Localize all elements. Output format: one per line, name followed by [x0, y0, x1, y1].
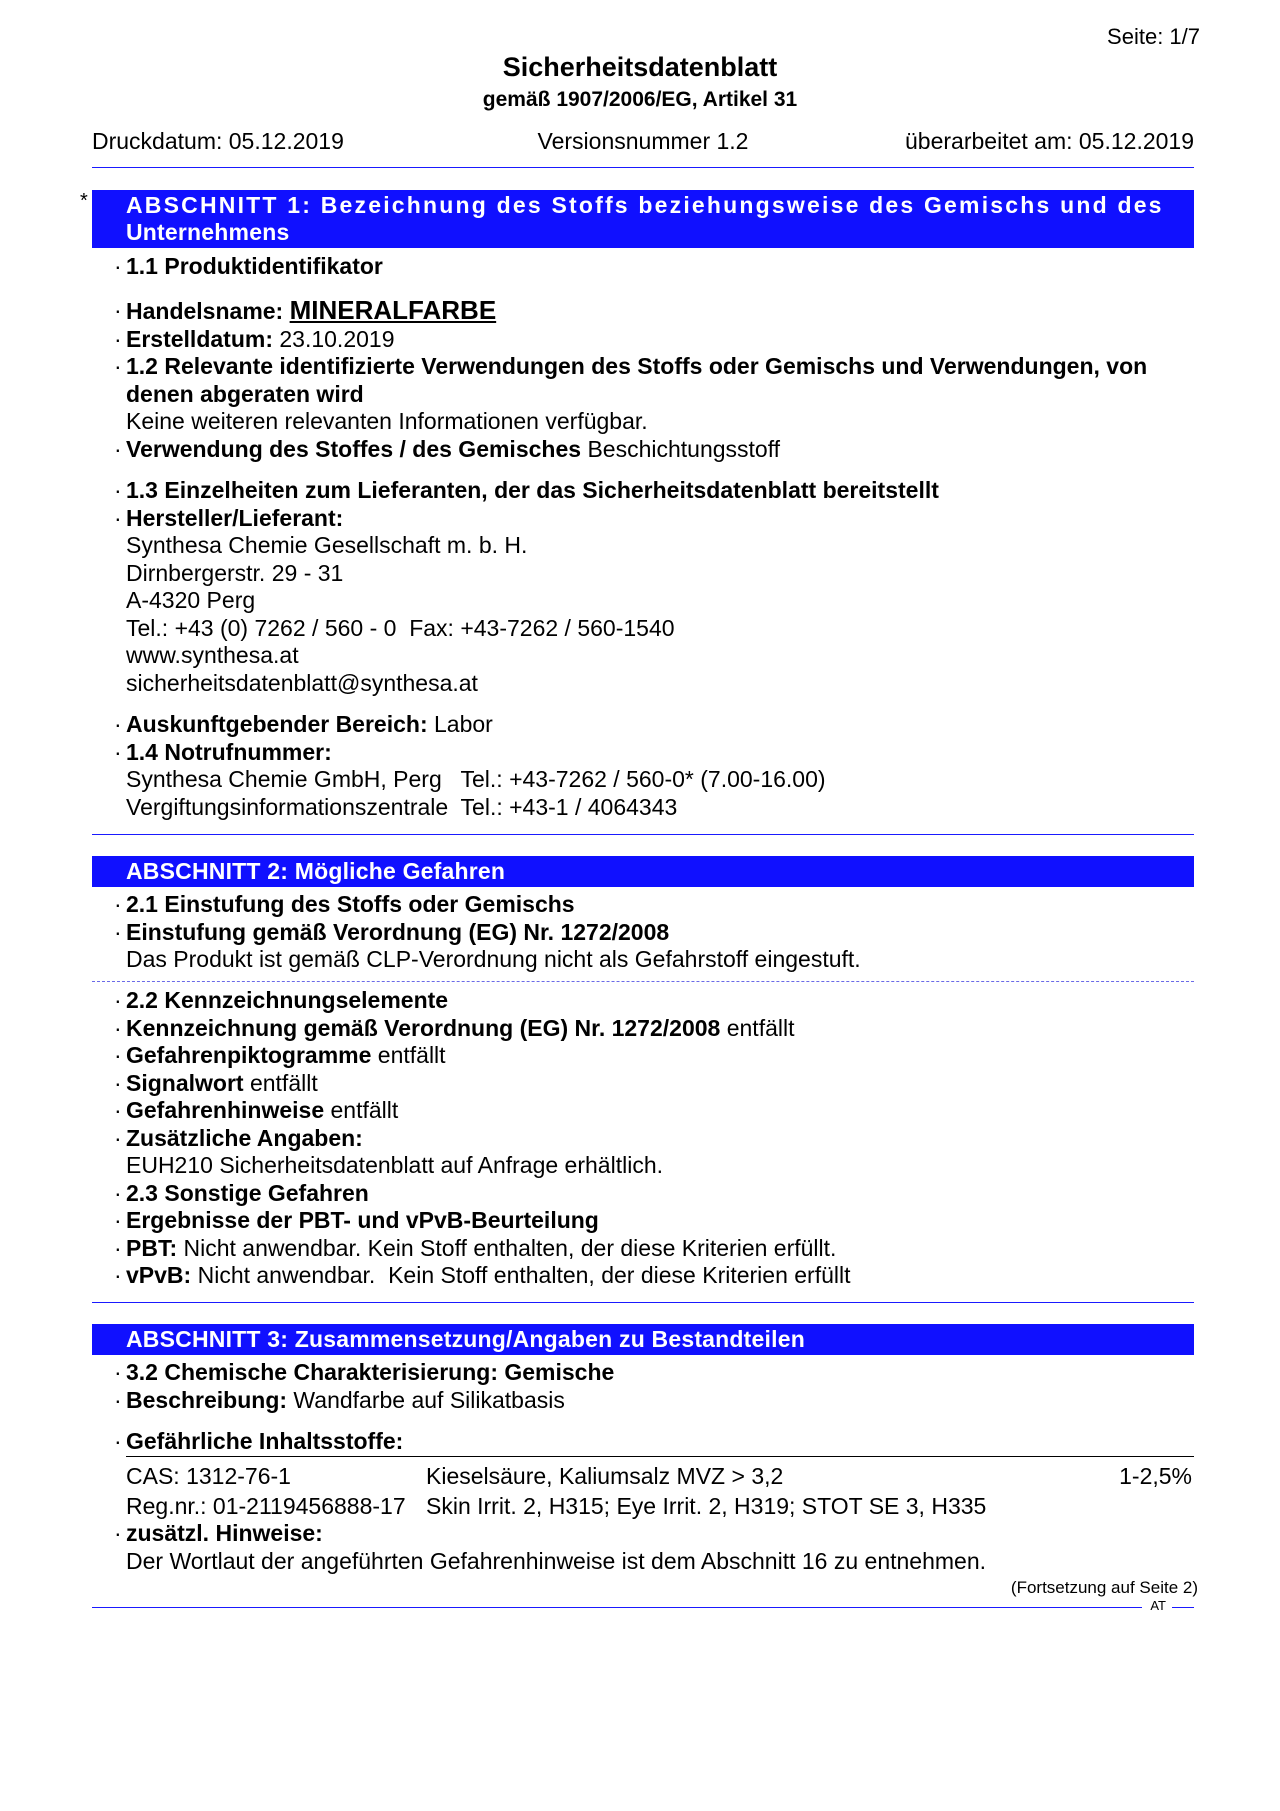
manufacturer-label: Hersteller/Lieferant:	[126, 504, 344, 531]
section-1-heading-line1: ABSCHNITT 1: Bezeichnung des Stoffs beziehungsweise des Gemischs und des	[126, 192, 1164, 218]
footer-rule-right	[1172, 1607, 1194, 1608]
list-item: · Gefährliche Inhaltsstoffe:	[114, 1428, 404, 1454]
section-2-divider	[92, 1302, 1194, 1303]
section-3-heading: ABSCHNITT 3: Zusammensetzung/Angaben zu Bestandteilen	[92, 1324, 1194, 1355]
list-item: · Auskunftgebender Bereich: Labor	[114, 711, 493, 737]
list-item: · Signalwort entfällt	[114, 1069, 318, 1096]
creation-date-value: 23.10.2019	[279, 325, 395, 352]
pbt-assessment-title: Ergebnisse der PBT- und vPvB-Beurteilung	[126, 1207, 599, 1233]
document-subtitle: gemäß 1907/2006/EG, Artikel 31	[482, 88, 798, 111]
section-3-body	[114, 1359, 1197, 1456]
section-1-body	[114, 253, 1197, 821]
vpvb-value: Nicht anwendbar. Kein Stoff enthalten, der diese Kriterien erfüllt	[197, 1262, 851, 1288]
header-divider	[92, 167, 1194, 168]
section-2-dashed-divider	[92, 981, 1194, 982]
list-item: · 1.4 Notrufnummer:	[114, 738, 332, 765]
hazardous-ingredients-title: Gefährliche Inhaltsstoffe:	[126, 1428, 404, 1454]
print-date: Druckdatum: 05.12.2019	[92, 128, 344, 154]
signal-word-value: entfällt	[249, 1069, 318, 1096]
table-row	[126, 1461, 1194, 1491]
ingredient-cas: CAS: 1312-76-1	[126, 1463, 291, 1489]
info-area-value: Labor	[434, 711, 493, 737]
ingredient-hazards: Skin Irrit. 2, H315; Eye Irrit. 2, H319; STOT SE 3, H335	[426, 1493, 987, 1519]
list-item: · PBT: Nicht anwendbar. Kein Stoff enthalten, der diese Kriterien erfüllt.	[114, 1234, 837, 1261]
pbt-value: Nicht anwendbar. Kein Stoff enthalten, der diese Kriterien erfüllt.	[183, 1234, 837, 1261]
list-item: · 1.3 Einzelheiten zum Lieferanten, der das Sicherheitsdatenblatt bereitstellt	[114, 477, 939, 503]
list-item: · Einstufung gemäß Verordnung (EG) Nr. 1272/2008	[114, 918, 670, 945]
list-item: · Handelsname: MINERALFARBE	[114, 294, 497, 325]
label-elements-title: 2.2 Kennzeichnungselemente	[126, 987, 449, 1013]
ingredient-percent: 1-2,5%	[1119, 1463, 1192, 1489]
section-1-divider	[92, 834, 1194, 835]
additional-notes-label: zusätzl. Hinweise:	[126, 1520, 323, 1546]
section-1-heading-line2: Unternehmens	[126, 219, 290, 245]
section-2-heading: ABSCHNITT 2: Mögliche Gefahren	[92, 856, 1194, 887]
vpvb-label: vPvB:	[126, 1262, 192, 1288]
list-item: · 3.2 Chemische Charakterisierung: Gemische	[114, 1359, 615, 1385]
hazard-statements-label: Gefahrenhinweise	[126, 1097, 325, 1123]
labelling-regulation-value: entfällt	[726, 1014, 795, 1041]
list-item: · 2.1 Einstufung des Stoffs oder Gemischs	[114, 891, 575, 917]
trade-name-label: Handelsname:	[126, 297, 284, 324]
email-link[interactable]: sicherheitsdatenblatt@synthesa.at	[126, 669, 478, 696]
section-3-notes	[114, 1520, 1197, 1575]
other-hazards-title: 2.3 Sonstige Gefahren	[126, 1179, 369, 1206]
revision-star: *	[80, 190, 88, 212]
ingredients-top-rule	[126, 1456, 1194, 1457]
additional-notes-text: Der Wortlaut der angeführten Gefahrenhinweise ist dem Abschnitt 16 zu entnehmen.	[126, 1547, 987, 1574]
pictograms-label: Gefahrenpiktogramme	[126, 1042, 372, 1068]
classification-title: 2.1 Einstufung des Stoffs oder Gemischs	[126, 891, 575, 917]
trade-name-value: MINERALFARBE	[289, 294, 497, 325]
additional-info-label: Zusätzliche Angaben:	[126, 1124, 363, 1151]
pbt-label: PBT:	[126, 1234, 178, 1261]
emergency-line: Vergiftungsinformationszentrale Tel.: +43-1 / 4064343	[126, 793, 678, 820]
list-item: · Verwendung des Stoffes / des Gemisches Beschichtungsstoff	[114, 435, 781, 462]
list-item: · Gefahrenhinweise entfällt	[114, 1097, 399, 1123]
list-item: · Hersteller/Lieferant:	[114, 504, 344, 531]
creation-date-label: Erstelldatum:	[126, 325, 273, 352]
section-2-body-b	[114, 987, 1197, 1290]
info-area-label: Auskunftgebender Bereich:	[126, 711, 428, 737]
list-item: · 1.2 Relevante identifizierte Verwendungen des Stoffs oder Gemischs und Verwendungen, von denen abgeraten wird	[114, 353, 1148, 407]
address-line: Dirnbergerstr. 29 - 31	[126, 559, 344, 586]
page-number: Seite: 1/7	[1107, 24, 1200, 49]
document-title: Sicherheitsdatenblatt	[502, 52, 778, 82]
classification-text: Das Produkt ist gemäß CLP-Verordnung nicht als Gefahrstoff eingestuft.	[126, 946, 861, 972]
list-item: · Beschreibung: Wandfarbe auf Silikatbasis	[114, 1386, 565, 1413]
address-line: Tel.: +43 (0) 7262 / 560 - 0 Fax: +43-7262 / 560-1540	[126, 614, 675, 641]
section-2-body-a	[114, 891, 1197, 974]
ingredient-name: Kieselsäure, Kaliumsalz MVZ > 3,2	[426, 1463, 784, 1489]
list-item: · Gefahrenpiktogramme entfällt	[114, 1042, 446, 1068]
uses-title: 1.2 Relevante identifizierte Verwendungen des Stoffs oder Gemischs und Verwendungen, von denen abgeraten wird	[126, 353, 1148, 407]
ingredients-table	[126, 1461, 1194, 1521]
revision-date: überarbeitet am: 05.12.2019	[905, 128, 1194, 154]
table-row	[126, 1491, 1194, 1521]
description-label: Beschreibung:	[126, 1386, 288, 1413]
signal-word-label: Signalwort	[126, 1069, 244, 1096]
emergency-number-label: 1.4 Notrufnummer:	[126, 738, 332, 765]
classification-regulation: Einstufung gemäß Verordnung (EG) Nr. 1272/2008	[126, 918, 670, 945]
additional-info-text: EUH210 Sicherheitsdatenblatt auf Anfrage erhältlich.	[126, 1152, 663, 1178]
list-item: · zusätzl. Hinweise:	[114, 1520, 323, 1546]
hazard-statements-value: entfällt	[330, 1097, 399, 1123]
uses-text: Keine weiteren relevanten Informationen verfügbar.	[126, 408, 648, 434]
list-item: · Erstelldatum: 23.10.2019	[114, 325, 395, 352]
address-line: A-4320 Perg	[126, 587, 256, 613]
list-item: · Ergebnisse der PBT- und vPvB-Beurteilung	[114, 1207, 599, 1233]
version-number: Versionsnummer 1.2	[537, 128, 749, 154]
product-identifier-title: 1.1 Produktidentifikator	[126, 253, 383, 279]
chemical-characterization-title: 3.2 Chemische Charakterisierung: Gemische	[126, 1359, 615, 1385]
footer-rule-left	[92, 1607, 1142, 1608]
list-item: · 2.3 Sonstige Gefahren	[114, 1179, 369, 1206]
country-code: AT	[1150, 1598, 1166, 1613]
address-line: Synthesa Chemie Gesellschaft m. b. H.	[126, 532, 528, 558]
emergency-line: Synthesa Chemie GmbH, Perg Tel.: +43-7262 / 560-0* (7.00-16.00)	[126, 766, 826, 792]
list-item: · Zusätzliche Angaben:	[114, 1124, 363, 1151]
list-item: · 2.2 Kennzeichnungselemente	[114, 987, 449, 1013]
use-label: Verwendung des Stoffes / des Gemisches	[126, 435, 582, 462]
continuation-note: (Fortsetzung auf Seite 2)	[1010, 1578, 1198, 1597]
list-item: · 1.1 Produktidentifikator	[114, 253, 383, 279]
labelling-regulation-label: Kennzeichnung gemäß Verordnung (EG) Nr. 1272/2008	[126, 1014, 721, 1041]
list-item: · Kennzeichnung gemäß Verordnung (EG) Nr. 1272/2008 entfällt	[114, 1014, 795, 1041]
description-value: Wandfarbe auf Silikatbasis	[293, 1386, 565, 1413]
website-link[interactable]: www.synthesa.at	[126, 642, 299, 668]
list-item: · vPvB: Nicht anwendbar. Kein Stoff enthalten, der diese Kriterien erfüllt	[114, 1262, 851, 1288]
ingredient-regnr: Reg.nr.: 01-2119456888-17	[126, 1493, 406, 1519]
pictograms-value: entfällt	[377, 1042, 446, 1068]
use-value: Beschichtungsstoff	[587, 435, 781, 462]
section-1-heading	[92, 190, 1194, 248]
supplier-title: 1.3 Einzelheiten zum Lieferanten, der das Sicherheitsdatenblatt bereitstellt	[126, 477, 939, 503]
